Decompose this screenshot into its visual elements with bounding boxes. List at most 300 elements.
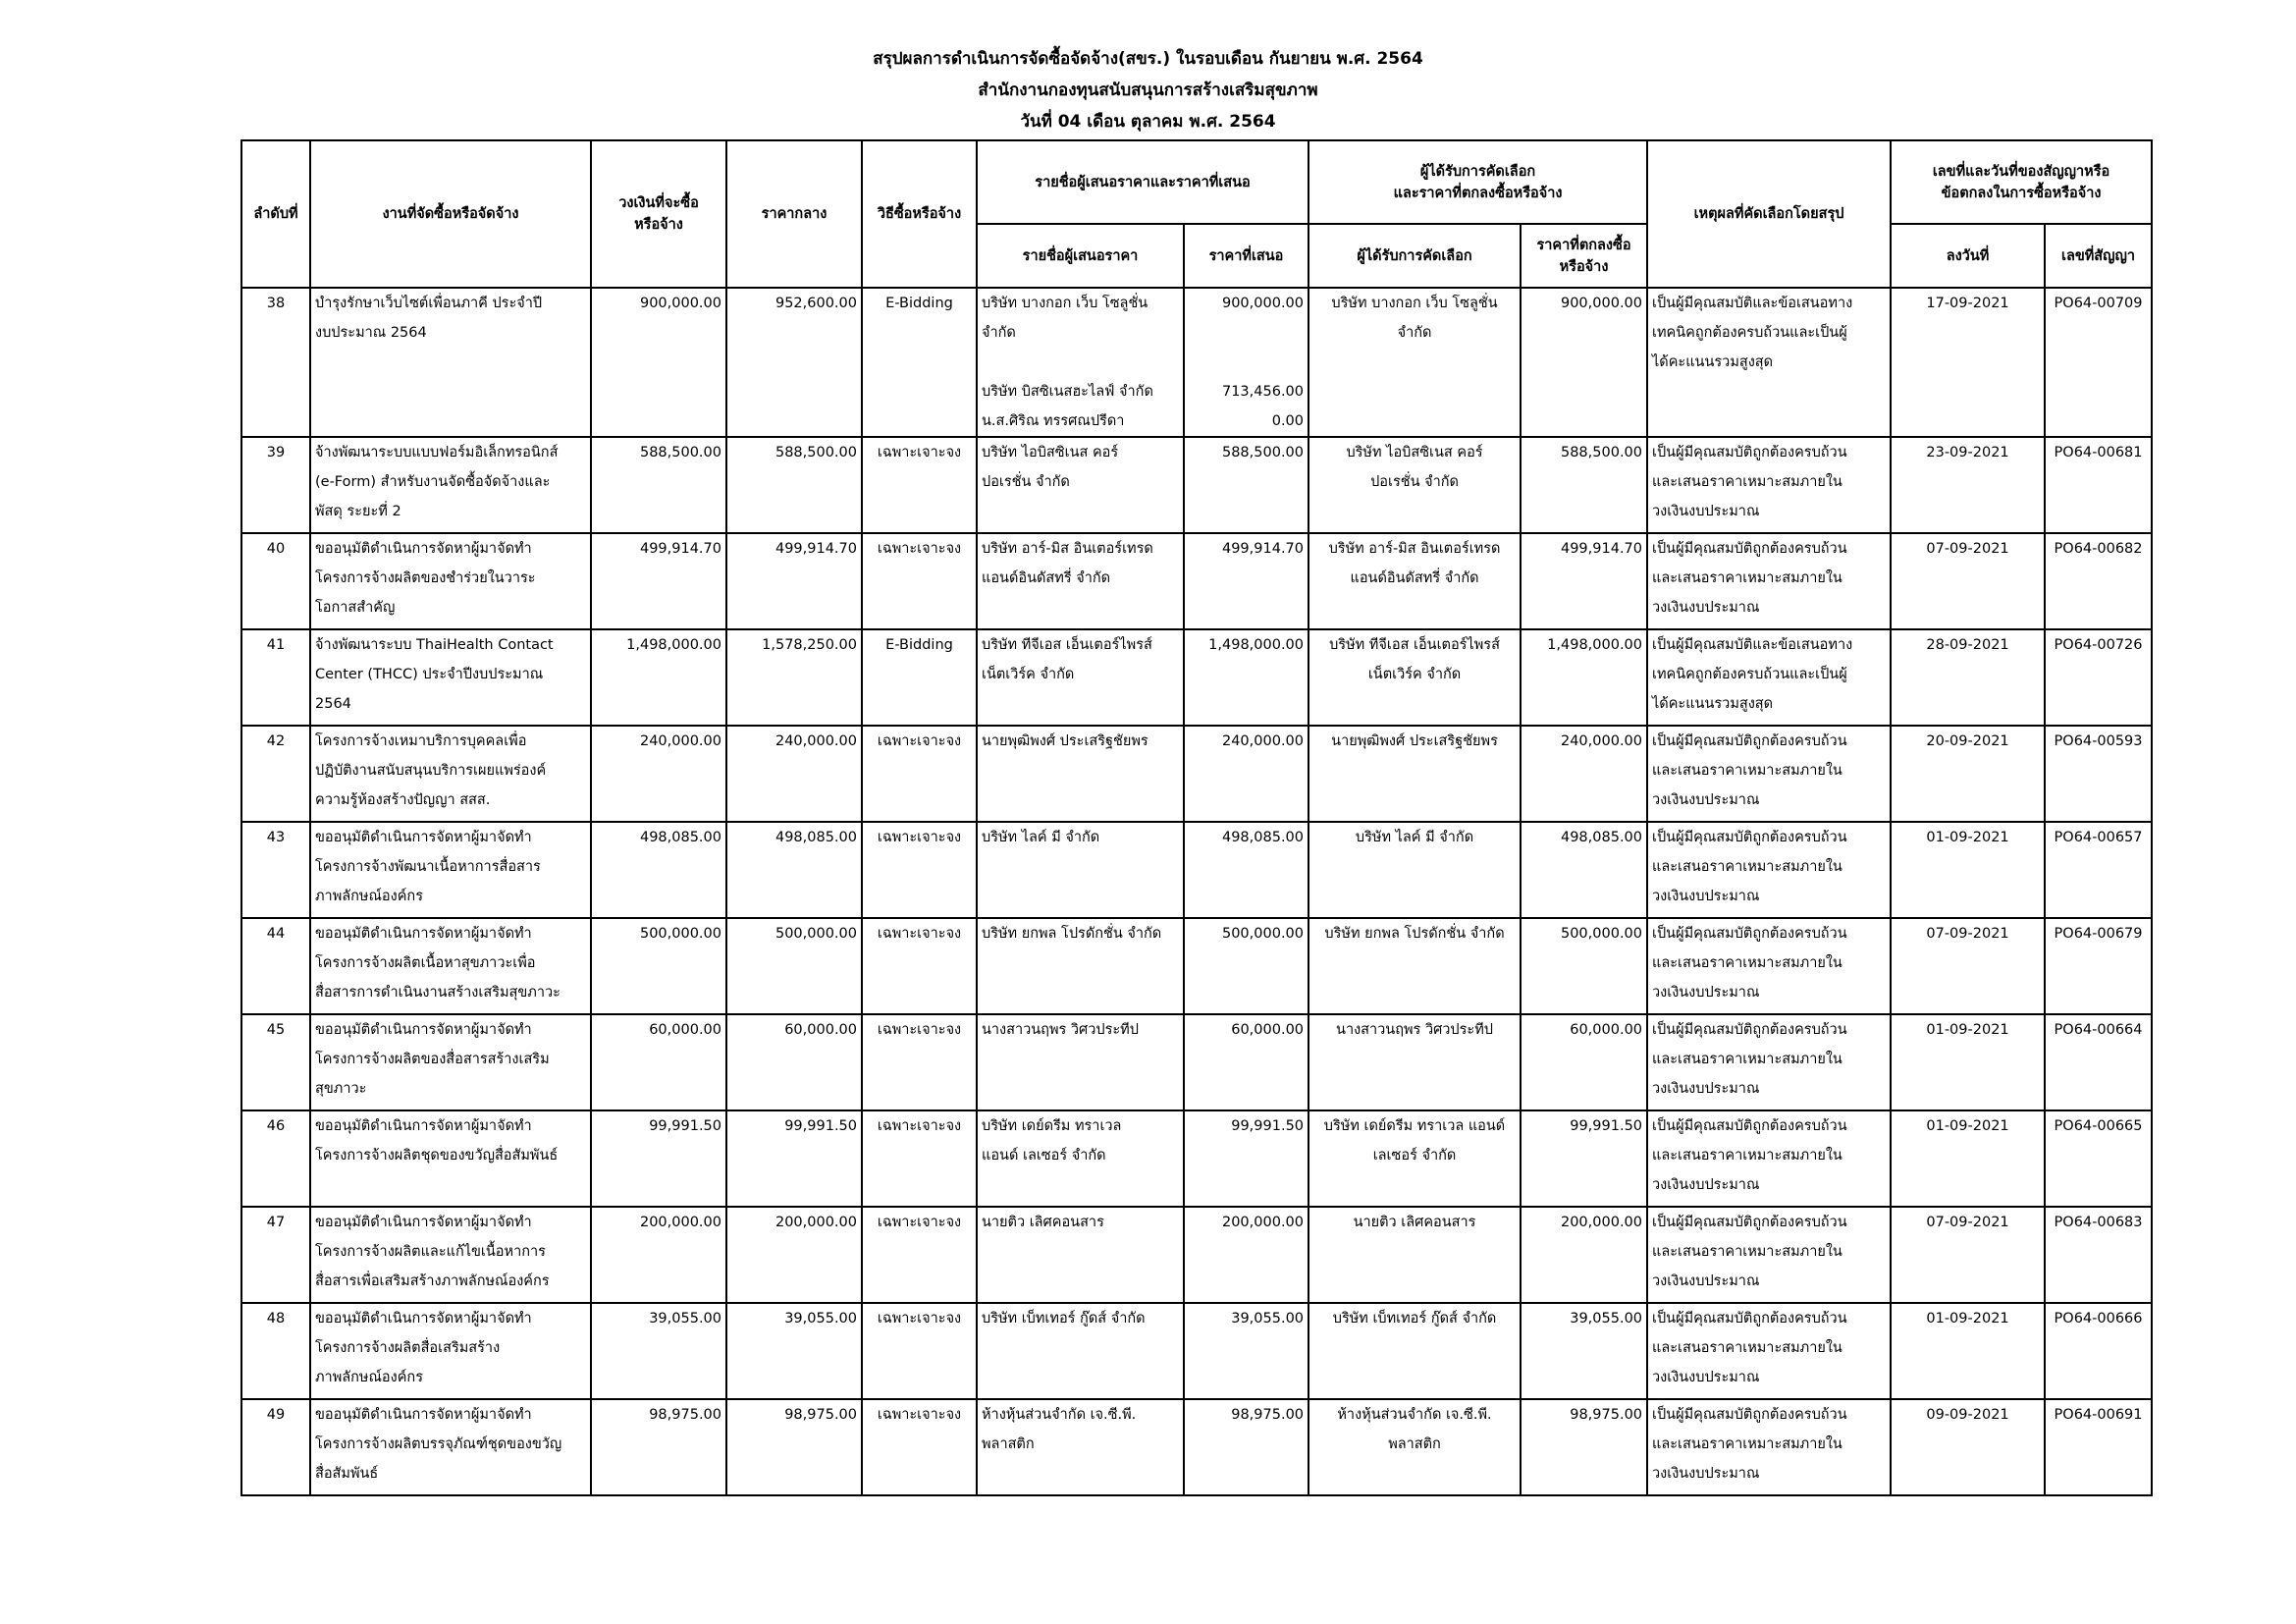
bidder-name: บริษัท บางกอก เว็บ โซลูชั่น — [982, 296, 1148, 311]
selection-reason-line: วงเงินงบประมาณ — [1652, 1466, 1760, 1482]
budget-amount: 1,498,000.00 — [591, 629, 726, 726]
col-header-contract-group-line: ข้อตกลงในการซื้อหรือจ้าง — [1941, 185, 2102, 201]
row-number: 46 — [241, 1110, 310, 1207]
winner-name — [1308, 629, 1521, 726]
row-number: 38 — [241, 288, 310, 437]
table-row — [241, 437, 2152, 533]
work-description — [310, 1110, 591, 1207]
bidder-names — [977, 629, 1184, 726]
bidder-name: พลาสติก — [982, 1436, 1035, 1452]
selection-reason-line: และเสนอราคาเหมาะสมภายใน — [1652, 859, 1842, 875]
winner-name-line: นายติว เลิศคอนสาร — [1353, 1215, 1476, 1230]
bidder-names — [977, 1110, 1184, 1207]
row-number: 45 — [241, 1014, 310, 1110]
work-description-line: จ้างพัฒนาระบบแบบฟอร์มอิเล็กทรอนิกส์ — [315, 445, 559, 460]
agreed-price: 99,991.50 — [1521, 1110, 1647, 1207]
selection-reason-line: วงเงินงบประมาณ — [1652, 985, 1760, 1001]
bidder-name: น.ส.ศิริณ ทรรศณปรีดา — [982, 413, 1125, 429]
col-header-contract-date: ลงวันที่ — [1891, 224, 2045, 288]
median-price: 498,085.00 — [726, 822, 862, 918]
selection-reason-line: เป็นผู้มีคุณสมบัติถูกต้องครบถ้วน — [1652, 1407, 1847, 1423]
winner-name — [1308, 726, 1521, 822]
bidder-name: นายพุฒิพงศ์ ประเสริฐชัยพร — [982, 733, 1148, 749]
selection-reason-line: เป็นผู้มีคุณสมบัติและข้อเสนอทาง — [1652, 637, 1853, 653]
row-number: 44 — [241, 918, 310, 1014]
winner-name — [1308, 1207, 1521, 1303]
col-header-budget — [591, 140, 726, 288]
median-price: 99,991.50 — [726, 1110, 862, 1207]
work-description — [310, 437, 591, 533]
work-description-line: ภาพลักษณ์องค์กร — [315, 889, 423, 904]
contract-number: PO64-00681 — [2045, 437, 2152, 533]
bid-prices — [1184, 918, 1308, 1014]
bidder-name: แอนด์ เลเซอร์ จำกัด — [982, 1148, 1106, 1164]
table-row — [241, 1207, 2152, 1303]
budget-amount: 588,500.00 — [591, 437, 726, 533]
col-header-reason: เหตุผลที่คัดเลือกโดยสรุป — [1647, 140, 1891, 288]
work-description-line: โครงการจ้างผลิตสื่อเสริมสร้าง — [315, 1340, 501, 1356]
median-price: 200,000.00 — [726, 1207, 862, 1303]
agreed-price: 498,085.00 — [1521, 822, 1647, 918]
selection-reason — [1647, 1207, 1891, 1303]
selection-reason-line: ได้คะแนนรวมสูงสุด — [1652, 354, 1774, 370]
contract-number: PO64-00682 — [2045, 533, 2152, 629]
procurement-table — [240, 139, 2153, 1496]
work-description-line: ขออนุมัติดำเนินการจัดหาผู้มาจัดทำ — [315, 1022, 532, 1038]
contract-number: PO64-00726 — [2045, 629, 2152, 726]
bid-price: 900,000.00 — [1221, 296, 1305, 311]
bidder-names — [977, 726, 1184, 822]
selection-reason-line: และเสนอราคาเหมาะสมภายใน — [1652, 474, 1842, 490]
budget-amount: 240,000.00 — [591, 726, 726, 822]
selection-reason-line: เป็นผู้มีคุณสมบัติถูกต้องครบถ้วน — [1652, 1022, 1847, 1038]
bid-price: 39,055.00 — [1231, 1311, 1305, 1326]
contract-date: 23-09-2021 — [1891, 437, 2045, 533]
bid-prices — [1184, 726, 1308, 822]
selection-reason-line: และเสนอราคาเหมาะสมภายใน — [1652, 1340, 1842, 1356]
bid-prices — [1184, 1207, 1308, 1303]
procurement-method: เฉพาะเจาะจง — [862, 437, 977, 533]
selection-reason-line: และเสนอราคาเหมาะสมภายใน — [1652, 1148, 1842, 1164]
work-description-line: โครงการจ้างผลิตของชำร่วยในวาระ — [315, 570, 536, 586]
median-price: 500,000.00 — [726, 918, 862, 1014]
work-description-line: ความรู้ห้องสร้างปัญญา สสส. — [315, 792, 491, 808]
bid-prices — [1184, 533, 1308, 629]
office-name: สำนักงานกองทุนสนับสนุนการสร้างเสริมสุขภาพ — [978, 81, 1318, 100]
budget-amount: 498,085.00 — [591, 822, 726, 918]
procurement-method: เฉพาะเจาะจง — [862, 726, 977, 822]
work-description-line: ขออนุมัติดำเนินการจัดหาผู้มาจัดทำ — [315, 926, 532, 942]
bidder-names — [977, 288, 1184, 437]
work-description-line: โครงการจ้างผลิตและแก้ไขเนื้อหาการ — [315, 1244, 546, 1260]
contract-date: 28-09-2021 — [1891, 629, 2045, 726]
col-header-median-price: ราคากลาง — [726, 140, 862, 288]
bid-prices — [1184, 1014, 1308, 1110]
budget-amount: 39,055.00 — [591, 1303, 726, 1399]
bidder-names — [977, 918, 1184, 1014]
col-header-winner-group-line: และราคาที่ตกลงซื้อหรือจ้าง — [1393, 185, 1563, 201]
row-number: 47 — [241, 1207, 310, 1303]
bidder-name: ปอเรชั่น จำกัด — [982, 474, 1070, 490]
work-description — [310, 533, 591, 629]
bidder-name: บริษัท ไอบิสซิเนส คอร์ — [982, 445, 1119, 460]
work-description-line: พัสดุ ระยะที่ 2 — [315, 504, 401, 519]
contract-date: 01-09-2021 — [1891, 1303, 2045, 1399]
winner-name-line: บริษัท ยกพล โปรดักชั่น จำกัด — [1324, 926, 1505, 942]
col-header-bid-price: ราคาที่เสนอ — [1184, 224, 1308, 288]
bid-prices — [1184, 1110, 1308, 1207]
table-row — [241, 1303, 2152, 1399]
median-price: 1,578,250.00 — [726, 629, 862, 726]
work-description — [310, 288, 591, 437]
procurement-method: เฉพาะเจาะจง — [862, 533, 977, 629]
col-header-winner-group — [1308, 140, 1647, 224]
bid-price: 588,500.00 — [1221, 445, 1305, 460]
col-header-agreed-price-line: ราคาที่ตกลงซื้อ — [1536, 237, 1631, 253]
bid-prices — [1184, 437, 1308, 533]
contract-date: 09-09-2021 — [1891, 1399, 2045, 1495]
selection-reason-line: เป็นผู้มีคุณสมบัติถูกต้องครบถ้วน — [1652, 733, 1847, 749]
selection-reason-line: และเสนอราคาเหมาะสมภายใน — [1652, 1052, 1842, 1067]
winner-name-line: ปอเรชั่น จำกัด — [1370, 474, 1459, 490]
contract-number: PO64-00666 — [2045, 1303, 2152, 1399]
agreed-price: 588,500.00 — [1521, 437, 1647, 533]
selection-reason — [1647, 629, 1891, 726]
bid-price: 99,991.50 — [1231, 1118, 1305, 1134]
agreed-price: 98,975.00 — [1521, 1399, 1647, 1495]
median-price: 39,055.00 — [726, 1303, 862, 1399]
selection-reason-line: วงเงินงบประมาณ — [1652, 600, 1760, 616]
contract-date: 07-09-2021 — [1891, 918, 2045, 1014]
winner-name-line: จำกัด — [1397, 325, 1432, 341]
work-description-line: สุขภาวะ — [315, 1081, 367, 1097]
contract-number: PO64-00593 — [2045, 726, 2152, 822]
col-header-bidders-group: รายชื่อผู้เสนอราคาและราคาที่เสนอ — [977, 140, 1308, 224]
selection-reason-line: ได้คะแนนรวมสูงสุด — [1652, 696, 1774, 712]
bidder-names — [977, 1014, 1184, 1110]
contract-date: 07-09-2021 — [1891, 533, 2045, 629]
contract-number: PO64-00665 — [2045, 1110, 2152, 1207]
bidder-name: บริษัท บิสซิเนสฮะไลฟ์ จำกัด — [982, 384, 1153, 400]
work-description-line: สื่อสัมพันธ์ — [315, 1466, 379, 1482]
median-price: 952,600.00 — [726, 288, 862, 437]
bidder-names — [977, 1207, 1184, 1303]
work-description-line: ขออนุมัติดำเนินการจัดหาผู้มาจัดทำ — [315, 1407, 532, 1423]
winner-name-line: บริษัท เดย์ดรีม ทราเวล แอนด์ — [1323, 1118, 1506, 1134]
contract-date: 07-09-2021 — [1891, 1207, 2045, 1303]
procurement-method: E-Bidding — [862, 629, 977, 726]
bidder-name: บริษัท ทีจีเอส เอ็นเตอร์ไพรส์ — [982, 637, 1152, 653]
contract-number: PO64-00657 — [2045, 822, 2152, 918]
median-price: 499,914.70 — [726, 533, 862, 629]
col-header-bidder-name: รายชื่อผู้เสนอราคา — [977, 224, 1184, 288]
bidder-name: นายติว เลิศคอนสาร — [982, 1215, 1104, 1230]
work-description-line: โครงการจ้างพัฒนาเนื้อหาการสื่อสาร — [315, 859, 541, 875]
bid-prices — [1184, 822, 1308, 918]
procurement-method: เฉพาะเจาะจง — [862, 918, 977, 1014]
bidder-name: แอนด์อินดัสทรี่ จำกัด — [982, 570, 1111, 586]
selection-reason-line: และเสนอราคาเหมาะสมภายใน — [1652, 763, 1842, 779]
row-number: 43 — [241, 822, 310, 918]
selection-reason-line: และเสนอราคาเหมาะสมภายใน — [1652, 1436, 1842, 1452]
winner-name-line: บริษัท บางกอก เว็บ โซลูชั่น — [1331, 296, 1498, 311]
bid-price-gap — [1189, 1141, 1304, 1170]
work-description-line: บำรุงรักษาเว็บไซต์เพื่อนภาคี ประจำปี — [315, 296, 543, 311]
bidder-name: บริษัท อาร์-มิส อินเตอร์เทรด — [982, 541, 1153, 557]
bid-price: 240,000.00 — [1221, 733, 1305, 749]
winner-name — [1308, 1110, 1521, 1207]
work-description-line: ปฏิบัติงานสนับสนุนบริการเผยแพร่องค์ — [315, 763, 547, 779]
work-description — [310, 1399, 591, 1495]
bid-price-gap — [1189, 564, 1304, 593]
table-row — [241, 726, 2152, 822]
table-row — [241, 1399, 2152, 1495]
work-description-line: (e-Form) สำหรับงานจัดซื้อจัดจ้างและ — [315, 474, 551, 490]
work-description — [310, 1303, 591, 1399]
agreed-price: 39,055.00 — [1521, 1303, 1647, 1399]
work-description-line: จ้างพัฒนาระบบ ThaiHealth Contact — [315, 637, 554, 653]
work-description-line: สื่อสารเพื่อเสริมสร้างภาพลักษณ์องค์กร — [315, 1273, 550, 1289]
bid-price: 498,085.00 — [1221, 830, 1305, 845]
agreed-price: 240,000.00 — [1521, 726, 1647, 822]
bid-price: 713,456.00 — [1221, 384, 1305, 400]
selection-reason-line: เป็นผู้มีคุณสมบัติถูกต้องครบถ้วน — [1652, 830, 1847, 845]
winner-name-line: บริษัท เบ็ทเทอร์ กู๊ดส์ จำกัด — [1332, 1311, 1497, 1326]
selection-reason — [1647, 1303, 1891, 1399]
selection-reason — [1647, 726, 1891, 822]
work-description-line: โอกาสสำคัญ — [315, 600, 396, 616]
contract-number: PO64-00709 — [2045, 288, 2152, 437]
contract-date: 01-09-2021 — [1891, 1014, 2045, 1110]
bid-price: 98,975.00 — [1231, 1407, 1305, 1423]
col-header-winner-group-line: ผู้ได้รับการคัดเลือก — [1419, 163, 1536, 180]
row-number: 48 — [241, 1303, 310, 1399]
col-header-agreed-price — [1521, 224, 1647, 288]
budget-amount: 98,975.00 — [591, 1399, 726, 1495]
contract-number: PO64-00683 — [2045, 1207, 2152, 1303]
table-row — [241, 288, 2152, 437]
bidder-names — [977, 1399, 1184, 1495]
bid-price-gap — [1189, 467, 1304, 497]
work-description-line: โครงการจ้างผลิตบรรจุภัณฑ์ชุดของขวัญ — [315, 1436, 562, 1452]
contract-number: PO64-00664 — [2045, 1014, 2152, 1110]
procurement-method: เฉพาะเจาะจง — [862, 1110, 977, 1207]
selection-reason — [1647, 918, 1891, 1014]
table-row — [241, 918, 2152, 1014]
col-header-budget-line: หรือจ้าง — [634, 217, 683, 233]
selection-reason-line: วงเงินงบประมาณ — [1652, 1370, 1760, 1385]
work-description — [310, 629, 591, 726]
winner-name — [1308, 288, 1521, 437]
winner-name-line: พลาสติก — [1388, 1436, 1441, 1452]
col-header-winner-name: ผู้ได้รับการคัดเลือก — [1308, 224, 1521, 288]
work-description-line: ขออนุมัติดำเนินการจัดหาผู้มาจัดทำ — [315, 541, 532, 557]
winner-name-line: นายพุฒิพงศ์ ประเสริฐชัยพร — [1331, 733, 1498, 749]
selection-reason-line: เป็นผู้มีคุณสมบัติถูกต้องครบถ้วน — [1652, 1311, 1847, 1326]
bid-prices — [1184, 1399, 1308, 1495]
bidder-name: บริษัท ยกพล โปรดักชั่น จำกัด — [982, 926, 1162, 942]
contract-date: 17-09-2021 — [1891, 288, 2045, 437]
row-number: 40 — [241, 533, 310, 629]
winner-name-line: เน็ตเวิร์ค จำกัด — [1367, 667, 1462, 682]
budget-amount: 500,000.00 — [591, 918, 726, 1014]
agreed-price: 200,000.00 — [1521, 1207, 1647, 1303]
bidder-name: นางสาวนฤพร วิศวประทีป — [982, 1022, 1139, 1038]
median-price: 240,000.00 — [726, 726, 862, 822]
procurement-method: เฉพาะเจาะจง — [862, 1303, 977, 1399]
agreed-price: 500,000.00 — [1521, 918, 1647, 1014]
winner-name — [1308, 533, 1521, 629]
table-row — [241, 1014, 2152, 1110]
selection-reason — [1647, 1399, 1891, 1495]
bidder-gap — [982, 348, 1179, 377]
selection-reason-line: เป็นผู้มีคุณสมบัติถูกต้องครบถ้วน — [1652, 1118, 1847, 1134]
work-description-line: โครงการจ้างเหมาบริการบุคคลเพื่อ — [315, 733, 527, 749]
col-header-method: วิธีซื้อหรือจ้าง — [862, 140, 977, 288]
bidder-names — [977, 822, 1184, 918]
work-description-line: สื่อสารการดำเนินงานสร้างเสริมสุขภาวะ — [315, 985, 561, 1001]
col-header-contract-group — [1891, 140, 2152, 224]
row-number: 41 — [241, 629, 310, 726]
col-header-work: งานที่จัดซื้อหรือจัดจ้าง — [310, 140, 591, 288]
selection-reason-line: วงเงินงบประมาณ — [1652, 889, 1760, 904]
bid-prices — [1184, 288, 1308, 437]
procurement-method: เฉพาะเจาะจง — [862, 822, 977, 918]
bidder-name: บริษัท เบ็ทเทอร์ กู๊ดส์ จำกัด — [982, 1311, 1146, 1326]
agreed-price: 60,000.00 — [1521, 1014, 1647, 1110]
bid-prices — [1184, 1303, 1308, 1399]
col-header-agreed-price-line: หรือจ้าง — [1559, 258, 1609, 275]
winner-name — [1308, 1303, 1521, 1399]
contract-number: PO64-00691 — [2045, 1399, 2152, 1495]
work-description — [310, 1014, 591, 1110]
selection-reason-line: เป็นผู้มีคุณสมบัติถูกต้องครบถ้วน — [1652, 926, 1847, 942]
row-number: 49 — [241, 1399, 310, 1495]
bid-price: 200,000.00 — [1221, 1215, 1305, 1230]
median-price: 588,500.00 — [726, 437, 862, 533]
winner-name-line: แอนด์อินดัสทรี่ จำกัด — [1350, 570, 1479, 586]
bid-price: 0.00 — [1271, 413, 1305, 429]
bidder-name: บริษัท ไลค์ มี จำกัด — [982, 830, 1100, 845]
work-description-line: ขออนุมัติดำเนินการจัดหาผู้มาจัดทำ — [315, 1118, 532, 1134]
winner-name — [1308, 918, 1521, 1014]
work-description-line: โครงการจ้างผลิตเนื้อหาสุขภาวะเพื่อ — [315, 955, 536, 971]
contract-date: 20-09-2021 — [1891, 726, 2045, 822]
bid-price-gap — [1189, 1430, 1304, 1459]
selection-reason-line: เทคนิคถูกต้องครบถ้วนและเป็นผู้ — [1652, 667, 1847, 682]
table-row — [241, 822, 2152, 918]
bid-price-gap — [1189, 348, 1304, 377]
selection-reason-line: วงเงินงบประมาณ — [1652, 792, 1760, 808]
bidder-name: บริษัท เดย์ดรีม ทราเวล — [982, 1118, 1122, 1134]
col-header-no: ลำดับที่ — [241, 140, 310, 288]
selection-reason-line: วงเงินงบประมาณ — [1652, 504, 1760, 519]
work-description-line: งบประมาณ 2564 — [315, 325, 427, 341]
agreed-price: 499,914.70 — [1521, 533, 1647, 629]
winner-name — [1308, 822, 1521, 918]
bid-prices — [1184, 629, 1308, 726]
selection-reason-line: เป็นผู้มีคุณสมบัติถูกต้องครบถ้วน — [1652, 541, 1847, 557]
bid-price-gap — [1189, 660, 1304, 689]
bid-price: 500,000.00 — [1221, 926, 1305, 942]
contract-date: 01-09-2021 — [1891, 822, 2045, 918]
contract-date: 01-09-2021 — [1891, 1110, 2045, 1207]
work-description-line: โครงการจ้างผลิตชุดของขวัญสื่อสัมพันธ์ — [315, 1148, 559, 1164]
budget-amount: 900,000.00 — [591, 288, 726, 437]
col-header-budget-line: วงเงินที่จะซื้อ — [618, 195, 699, 211]
selection-reason-line: วงเงินงบประมาณ — [1652, 1273, 1760, 1289]
winner-name-line: เลเซอร์ จำกัด — [1372, 1148, 1457, 1164]
winner-name — [1308, 1399, 1521, 1495]
selection-reason-line: และเสนอราคาเหมาะสมภายใน — [1652, 1244, 1842, 1260]
row-number: 42 — [241, 726, 310, 822]
bidder-name: เน็ตเวิร์ค จำกัด — [982, 667, 1075, 682]
selection-reason-line: เป็นผู้มีคุณสมบัติและข้อเสนอทาง — [1652, 296, 1853, 311]
col-header-contract-no: เลขที่สัญญา — [2045, 224, 2152, 288]
procurement-method: เฉพาะเจาะจง — [862, 1014, 977, 1110]
page-title: สรุปผลการดำเนินการจัดซื้อจัดจ้าง(สขร.) ในรอบเดือน กันยายน พ.ศ. 2564 — [873, 49, 1423, 69]
selection-reason — [1647, 1110, 1891, 1207]
work-description — [310, 726, 591, 822]
bidder-names — [977, 1303, 1184, 1399]
median-price: 98,975.00 — [726, 1399, 862, 1495]
selection-reason-line: และเสนอราคาเหมาะสมภายใน — [1652, 570, 1842, 586]
winner-name-line: บริษัท ไลค์ มี จำกัด — [1355, 830, 1474, 845]
selection-reason-line: และเสนอราคาเหมาะสมภายใน — [1652, 955, 1842, 971]
agreed-price: 900,000.00 — [1521, 288, 1647, 437]
winner-name — [1308, 437, 1521, 533]
selection-reason-line: วงเงินงบประมาณ — [1652, 1081, 1760, 1097]
bid-price: 1,498,000.00 — [1208, 637, 1305, 653]
agreed-price: 1,498,000.00 — [1521, 629, 1647, 726]
budget-amount: 99,991.50 — [591, 1110, 726, 1207]
bidder-name: จำกัด — [982, 325, 1016, 341]
work-description-line: ขออนุมัติดำเนินการจัดหาผู้มาจัดทำ — [315, 1311, 532, 1326]
budget-amount: 499,914.70 — [591, 533, 726, 629]
winner-name-line: บริษัท อาร์-มิส อินเตอร์เทรด — [1328, 541, 1501, 557]
winner-name-line: บริษัท ทีจีเอส เอ็นเตอร์ไพรส์ — [1329, 637, 1500, 653]
selection-reason — [1647, 288, 1891, 437]
selection-reason — [1647, 1014, 1891, 1110]
procurement-method: เฉพาะเจาะจง — [862, 1207, 977, 1303]
work-description-line: Center (THCC) ประจำปีงบประมาณ — [315, 667, 544, 682]
median-price: 60,000.00 — [726, 1014, 862, 1110]
winner-name-line: ห้างหุ้นส่วนจำกัด เจ.ซี.พี. — [1337, 1407, 1492, 1423]
work-description-line: ขออนุมัติดำเนินการจัดหาผู้มาจัดทำ — [315, 1215, 532, 1230]
winner-name — [1308, 1014, 1521, 1110]
table-row — [241, 1110, 2152, 1207]
table-row — [241, 629, 2152, 726]
work-description-line: 2564 — [315, 696, 351, 712]
work-description — [310, 918, 591, 1014]
bidder-names — [977, 533, 1184, 629]
procurement-method: E-Bidding — [862, 288, 977, 437]
selection-reason-line: เป็นผู้มีคุณสมบัติถูกต้องครบถ้วน — [1652, 1215, 1847, 1230]
selection-reason — [1647, 533, 1891, 629]
selection-reason-line: เทคนิคถูกต้องครบถ้วนและเป็นผู้ — [1652, 325, 1847, 341]
winner-name-line: นางสาวนฤพร วิศวประทีป — [1336, 1022, 1493, 1038]
budget-amount: 200,000.00 — [591, 1207, 726, 1303]
col-header-contract-group-line: เลขที่และวันที่ของสัญญาหรือ — [1932, 163, 2110, 180]
bid-price: 499,914.70 — [1221, 541, 1305, 557]
table-row — [241, 533, 2152, 629]
budget-amount: 60,000.00 — [591, 1014, 726, 1110]
bidder-name: ห้างหุ้นส่วนจำกัด เจ.ซี.พี. — [982, 1407, 1137, 1423]
work-description-line: โครงการจ้างผลิตของสื่อสารสร้างเสริม — [315, 1052, 550, 1067]
report-date: วันที่ 04 เดือน ตุลาคม พ.ศ. 2564 — [1020, 112, 1276, 132]
work-description-line: ภาพลักษณ์องค์กร — [315, 1370, 423, 1385]
selection-reason — [1647, 437, 1891, 533]
